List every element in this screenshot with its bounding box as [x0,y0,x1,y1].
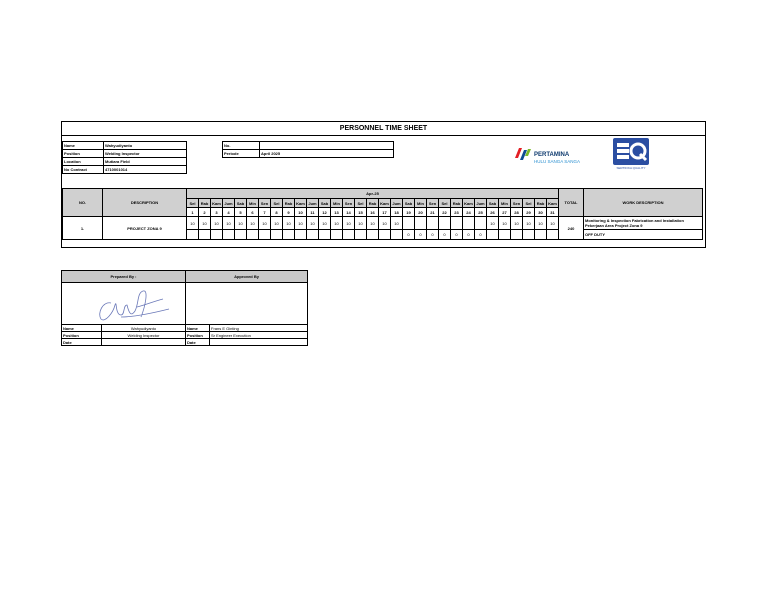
periode-value: April 2025 [260,150,394,158]
name-label: Name [63,142,104,150]
day-name-cell: Jum [392,200,401,206]
offduty-cell [211,230,223,240]
hours-cell: 10 [211,217,223,230]
hours-cell: 10 [307,217,319,230]
day-name-cell: Sab [319,199,331,208]
day-name-cell: Min [499,199,511,208]
appr-name-label: Name [186,325,210,332]
offduty-cell [547,230,559,240]
date-cell: 22 [439,208,451,217]
total-value: 240 [559,217,584,240]
hours-cell: 10 [499,217,511,230]
offduty-cell [223,230,235,240]
date-cell: 26 [487,208,499,217]
date-cell: 19 [403,208,415,217]
hours-cell: 10 [535,217,547,230]
date-cell: 7 [259,208,271,217]
prep-name-label: Name [62,325,102,332]
offduty-cell [511,230,523,240]
timesheet [61,121,706,248]
sq-logo-s-top [617,143,629,147]
date-cell: 1 [187,208,199,217]
day-name-cell: Kam [380,200,389,206]
sq-logo-s-mid [617,149,629,153]
offduty-cell: 0 [451,230,463,240]
offduty-cell [295,230,307,240]
work-description-header: WORK DESCRIPTION [584,189,703,217]
pertamina-logo [513,144,593,166]
offduty-cell [355,230,367,240]
no-header: NO. [63,189,103,217]
day-name-cell: Sel [355,199,367,208]
date-cell: 2 [199,208,211,217]
day-name-cell: Sel [439,199,451,208]
appr-date-value [210,339,308,346]
period-info [222,141,394,158]
day-name-cell: Min [331,199,343,208]
hours-cell: 10 [223,217,235,230]
date-cell: 14 [343,208,355,217]
appr-name-value: Frans E Ginting [210,325,308,332]
signature-image [63,283,183,323]
hours-cell [415,217,427,230]
date-cell: 12 [319,208,331,217]
day-name-cell: Rab [283,199,295,208]
sheet-title: PERSONNEL TIME SHEET [62,122,705,136]
hours-cell: 10 [379,217,391,230]
date-cell: 13 [331,208,343,217]
date-cell: 25 [475,208,487,217]
date-cell: 29 [523,208,535,217]
hours-cell: 10 [271,217,283,230]
offduty-cell: 0 [475,230,487,240]
work-description-1: Monitoring & Inspection Fabrication and Installation Pekerjaan Area Project Zona 9 [584,217,703,230]
sq-logo-subtext: SERTIFIKA QUALITY [616,166,646,170]
pertamina-logo-red-mark [515,148,522,158]
day-name-cell: Min [415,199,427,208]
pertamina-logo-text: PERTAMINA [534,152,570,158]
offduty-cell: 0 [427,230,439,240]
day-name-cell: Sab [403,199,415,208]
hours-cell [439,217,451,230]
date-cell: 9 [283,208,295,217]
hours-cell [427,217,439,230]
hours-cell: 10 [331,217,343,230]
offduty-cell: 0 [403,230,415,240]
day-name-cell: Rab [199,199,211,208]
periode-label: Periode [223,150,260,158]
hours-cell: 10 [355,217,367,230]
day-name-cell: Kam [464,200,473,206]
sq-logo [611,138,651,170]
contract-label: No Contract [63,166,104,174]
hours-cell: 10 [547,217,559,230]
position-value: Welding Inspector [104,150,187,158]
date-cell: 8 [271,208,283,217]
approval-table [61,270,308,346]
date-cell: 21 [427,208,439,217]
date-cell: 11 [307,208,319,217]
no-value [260,142,394,150]
offduty-cell: 0 [415,230,427,240]
row-description: PROJECT ZONA 9 [103,217,187,240]
offduty-cell [199,230,211,240]
preparer-signature [62,283,186,325]
day-name-cell: Rab [535,199,547,208]
prep-name-value: Wahyudiyanto [102,325,186,332]
offduty-cell [523,230,535,240]
day-name-cell: Sen [259,199,271,208]
prep-position-value: Welding Inspector [102,332,186,339]
hours-cell [475,217,487,230]
day-name-cell: Sel [187,199,199,208]
work-description-2: OFF DUTY [584,230,703,240]
date-cell: 23 [451,208,463,217]
hours-cell: 10 [487,217,499,230]
signature-stroke [100,291,169,320]
hours-cell: 10 [247,217,259,230]
contract-value: 4710001014 [104,166,187,174]
day-name-cell: Min [247,199,259,208]
date-cell: 3 [211,208,223,217]
no-label: No. [223,142,260,150]
day-name-cell: Sab [235,199,247,208]
hours-cell: 10 [295,217,307,230]
offduty-cell [259,230,271,240]
hours-cell: 10 [343,217,355,230]
day-name-cell: Rab [367,199,379,208]
hours-cell: 10 [391,217,403,230]
row-number: 1. [63,217,103,240]
date-cell: 10 [295,208,307,217]
prep-position-label: Position [62,332,102,339]
offduty-cell [499,230,511,240]
hours-cell: 10 [511,217,523,230]
hours-cell [403,217,415,230]
date-cell: 24 [463,208,475,217]
date-cell: 15 [355,208,367,217]
hours-cell: 10 [187,217,199,230]
offduty-cell [283,230,295,240]
approver-signature [186,283,308,325]
pertamina-logo-subtext: HULU SANGA SANGA [534,159,581,164]
offduty-cell [187,230,199,240]
date-cell: 17 [379,208,391,217]
appr-date-label: Date [186,339,210,346]
prepared-by-header: Prepared By : [62,271,186,283]
sq-logo-s-bottom [617,155,629,159]
hours-cell: 10 [199,217,211,230]
appr-position-value: Sr Engineer Execution [210,332,308,339]
offduty-cell [343,230,355,240]
hours-cell: 10 [259,217,271,230]
date-cell: 31 [547,208,559,217]
offduty-cell [319,230,331,240]
offduty-cell: 0 [463,230,475,240]
hours-cell: 10 [235,217,247,230]
day-name-cell: Jum [308,200,317,206]
date-cell: 16 [367,208,379,217]
offduty-cell [247,230,259,240]
day-name-cell: Jum [224,200,233,206]
hours-cell [463,217,475,230]
prep-date-value [102,339,186,346]
offduty-cell [535,230,547,240]
day-name-cell: Rab [451,199,463,208]
day-name-cell: Sab [487,199,499,208]
day-name-cell: Sen [511,199,523,208]
day-name-cell: Sen [343,199,355,208]
date-cell: 18 [391,208,403,217]
position-label: Position [63,150,104,158]
offduty-cell [307,230,319,240]
hours-cell: 10 [523,217,535,230]
description-header: DESCRIPTION [103,189,187,217]
offduty-cell [235,230,247,240]
day-name-cell: Sel [271,199,283,208]
date-cell: 30 [535,208,547,217]
offduty-cell [271,230,283,240]
hours-cell: 10 [283,217,295,230]
date-cell: 6 [247,208,259,217]
day-name-cell: Sen [427,199,439,208]
day-name-cell: Sel [523,199,535,208]
total-header: TOTAL [559,189,584,217]
date-cell: 28 [511,208,523,217]
month-header: Apr-25 [187,189,559,199]
appr-position-label: Position [186,332,210,339]
day-name-cell: Kam [296,200,305,206]
location-label: Location [63,158,104,166]
hours-cell: 10 [319,217,331,230]
hours-cell [451,217,463,230]
date-cell: 27 [499,208,511,217]
date-cell: 4 [223,208,235,217]
location-value: Mutiara Field [104,158,187,166]
offduty-cell: 0 [439,230,451,240]
attendance-table [62,188,703,240]
offduty-cell [379,230,391,240]
prep-date-label: Date [62,339,102,346]
employee-info [62,141,187,174]
day-name-cell: Jum [476,200,485,206]
day-name-cell: Kam [212,200,221,206]
offduty-cell [331,230,343,240]
hours-cell: 10 [367,217,379,230]
offduty-cell [367,230,379,240]
offduty-cell [391,230,403,240]
offduty-cell [487,230,499,240]
approved-by-header: Approved By [186,271,308,283]
name-value: Wahyudiyanto [104,142,187,150]
date-cell: 5 [235,208,247,217]
date-cell: 20 [415,208,427,217]
day-name-cell: Kam [548,200,557,206]
